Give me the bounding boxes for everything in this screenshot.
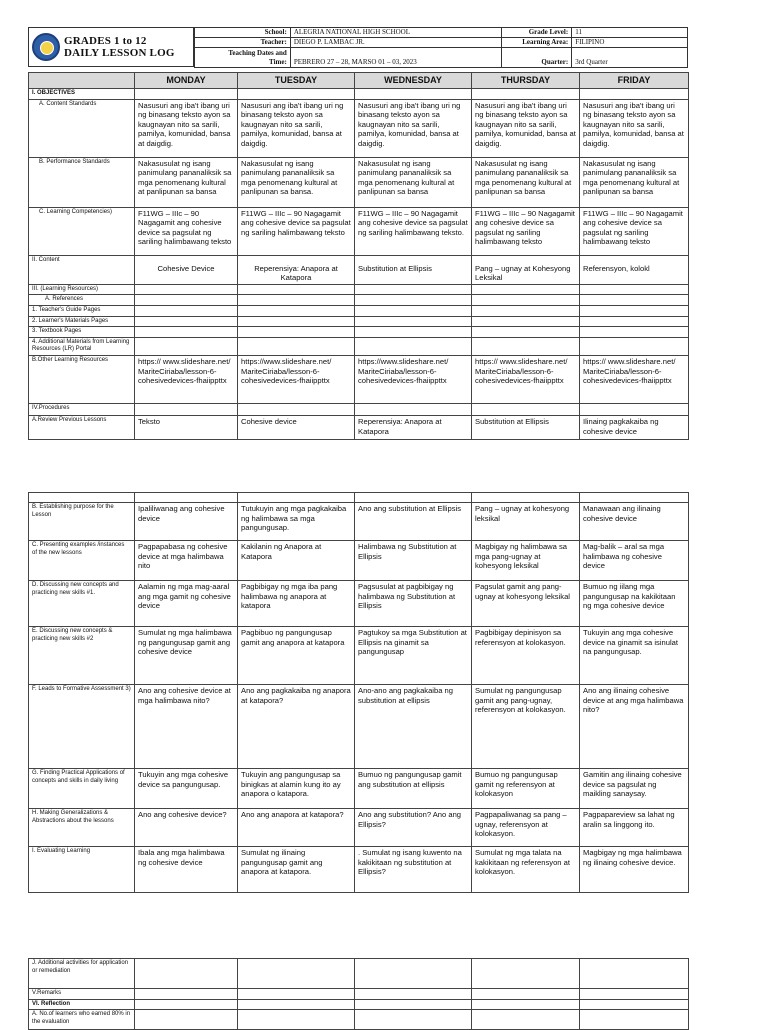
table-row [29, 255, 689, 284]
cell-monday: Teksto [135, 415, 238, 439]
cell-friday [580, 337, 689, 355]
cell-wednesday [355, 959, 472, 989]
cell-thursday [472, 305, 580, 316]
cell-monday [135, 89, 238, 100]
day-header-friday: FRIDAY [580, 73, 689, 89]
cell-friday: Referensyon, kolokl [580, 255, 689, 284]
cell-wednesday: . Sumulat ng isang kuwento na kakikitaan ng substitution at Ellipsis? [355, 847, 472, 893]
cell-monday: Ano ang cohesive device? [135, 809, 238, 847]
cell-tuesday: Kakilanin ng Anapora at Katapora [238, 541, 355, 581]
cell-monday: Ipaliliwanag ang cohesive device [135, 503, 238, 541]
row-label: G. Finding Practical Applications of concepts and skills in daily living [29, 769, 135, 809]
area-label: Learning Area: [502, 38, 572, 48]
cell-wednesday [355, 337, 472, 355]
cell-thursday: Magbigay ng halimbawa sa mga pang-ugnay at kohesyong leksikal [472, 541, 580, 581]
cell-friday [580, 284, 689, 295]
row-label: E. Discussing new concepts & practicing new skills #2 [29, 627, 135, 685]
row-label: A. No.of learners who earned 80% in the evaluation [29, 1010, 135, 1030]
cell-wednesday [355, 989, 472, 1000]
cell-tuesday [238, 89, 355, 100]
table-row [29, 355, 689, 403]
cell-thursday: Sumulat ng mga talata na kakikitaan ng referensyon at kolokasyon. [472, 847, 580, 893]
row-label: B. Establishing purpose for the Lesson [29, 503, 135, 541]
cell-monday: Tukuyin ang mga cohesive device sa pangungusap. [135, 769, 238, 809]
cell-monday [135, 305, 238, 316]
cell-wednesday: Pagtukoy sa mga Substitution at Ellipsis na ginamit sa pangungusap [355, 627, 472, 685]
cell-monday [135, 295, 238, 306]
table-row [29, 305, 689, 316]
table-row [29, 999, 689, 1010]
cell-friday [580, 327, 689, 338]
cell-friday: https:// www.slideshare.net/ MariteCiriaba/lesson-6-cohesivedevices-fhaiippttx [580, 355, 689, 403]
cell-wednesday [355, 295, 472, 306]
cell-monday [135, 403, 238, 415]
cell-monday [135, 959, 238, 989]
lesson-table-reflection [28, 958, 689, 1030]
cell-wednesday [355, 284, 472, 295]
cell-wednesday: Bumuo ng pangungusap gamit ang substitution at ellipsis [355, 769, 472, 809]
cell-friday: Tukuyin ang mga cohesive device na ginamit sa isinulat na pangungusap. [580, 627, 689, 685]
row-label: C. Presenting examples /instances of the new lessons [29, 541, 135, 581]
cell-tuesday: https://www.slideshare.net/ MariteCiriaba/lesson-6-cohesivedevices-fhaiippttx [238, 355, 355, 403]
cell-friday: Ano ang ilinaing cohesive device at ang mga halimbawa nito? [580, 685, 689, 769]
cell-thursday [472, 1010, 580, 1030]
table-row [29, 581, 689, 627]
cell-thursday: F11WG – IIIc – 90 Nagagamit ang cohesive device sa pagsulat ng sariling halimbawang teksto [472, 207, 580, 255]
row-label: A.Review Previous Lessons [29, 415, 135, 439]
cell-monday [135, 989, 238, 1000]
teacher-label: Teacher: [195, 38, 291, 48]
cell-thursday [472, 337, 580, 355]
cell-tuesday: Ano ang anapora at katapora? [238, 809, 355, 847]
grade-label: Grade Level: [502, 28, 572, 38]
table-row [29, 207, 689, 255]
cell-thursday: Pang – ugnay at Kohesyong Leksikal [472, 255, 580, 284]
row-label: I. Evaluating Learning [29, 847, 135, 893]
cell-wednesday: Nakasusulat ng isang panimulang pananaliksik sa mga penomenang kultural at panlipunan sa bansa [355, 157, 472, 207]
row-label: 1. Teacher's Guide Pages [29, 305, 135, 316]
cell-monday [135, 999, 238, 1010]
lesson-table-objectives [28, 72, 689, 440]
cell-friday: Ilinaing pagkakaiba ng cohesive device [580, 415, 689, 439]
cell-tuesday [238, 989, 355, 1000]
cell-monday: Aalamin ng mga mag-aaral ang mga gamit ng cohesive device [135, 581, 238, 627]
cell-friday [580, 999, 689, 1010]
school-value: ALEGRIA NATIONAL HIGH SCHOOL [290, 28, 502, 38]
cell-wednesday [355, 89, 472, 100]
day-header-wednesday: WEDNESDAY [355, 73, 472, 89]
row-label: II. Content [29, 255, 135, 284]
cell-thursday [472, 284, 580, 295]
cell-wednesday [355, 999, 472, 1010]
row-label [29, 493, 135, 503]
cell-tuesday: F11WG – IIIc – 90 Nagagamit ang cohesive device sa pagsulat ng sariling halimbawang teksto [238, 207, 355, 255]
cell-tuesday [238, 403, 355, 415]
cell-thursday [472, 316, 580, 327]
table-row [29, 295, 689, 306]
header-info-table [194, 27, 688, 68]
cell-tuesday [238, 999, 355, 1010]
cell-friday: Nakasusulat ng isang panimulang pananaliksik sa mga penomenang kultural at panlipunan sa bansa [580, 157, 689, 207]
area-value: FILIPINO [572, 38, 688, 48]
cell-friday: Pagpapareview sa lahat ng aralin sa linggong ito. [580, 809, 689, 847]
row-label: J. Additional activities for application or remediation [29, 959, 135, 989]
cell-tuesday [238, 305, 355, 316]
cell-thursday: Pagsulat gamit ang pang-ugnay at kohesyong leksikal [472, 581, 580, 627]
cell-friday [580, 305, 689, 316]
row-label: VI. Reflection [29, 999, 135, 1010]
cell-thursday [472, 493, 580, 503]
cell-wednesday: Ano-ano ang pagkakaiba ng substitution at ellipsis [355, 685, 472, 769]
cell-wednesday: https://www.slideshare.net/ MariteCiriaba/lesson-6-cohesivedevices-fhaiippttx [355, 355, 472, 403]
cell-monday: Sumulat ng mga halimbawa ng pangungusap gamit ang cohesive device [135, 627, 238, 685]
cell-monday [135, 493, 238, 503]
row-label: 4. Additional Materials from Learning Resources (LR) Portal [29, 337, 135, 355]
cell-tuesday [238, 1010, 355, 1030]
row-label: H. Making Generalizations & Abstractions about the lessons [29, 809, 135, 847]
row-label: IV.Procedures [29, 403, 135, 415]
cell-thursday [472, 89, 580, 100]
header-blank-cell [29, 73, 135, 89]
cell-tuesday: Cohesive device [238, 415, 355, 439]
cell-wednesday [355, 493, 472, 503]
table-row [29, 493, 689, 503]
row-label: F. Leads to Formative Assessment 3) [29, 685, 135, 769]
table-row [29, 685, 689, 769]
cell-tuesday [238, 959, 355, 989]
row-label: B.Other Learning Resources [29, 355, 135, 403]
cell-tuesday: Tutukuyin ang mga pagkakaiba ng halimbawa sa mga pangungusap. [238, 503, 355, 541]
cell-wednesday: Substitution at Ellipsis [355, 255, 472, 284]
cell-wednesday [355, 305, 472, 316]
row-label: A. Content Standards [29, 99, 135, 157]
table-row [29, 415, 689, 439]
cell-thursday [472, 295, 580, 306]
cell-wednesday: Pagsusulat at pagbibigay ng halimbawa ng Substitution at Ellipsis [355, 581, 472, 627]
table-row [29, 337, 689, 355]
table-row [29, 1010, 689, 1030]
cell-tuesday [238, 295, 355, 306]
row-label: III. (Learning Resources) [29, 284, 135, 295]
cell-friday [580, 295, 689, 306]
day-header-monday: MONDAY [135, 73, 238, 89]
cell-tuesday [238, 493, 355, 503]
cell-friday: Mag-balik – aral sa mga halimbawa ng cohesive device [580, 541, 689, 581]
row-label: A. References [29, 295, 135, 306]
cell-wednesday: Reperensiya: Anapora at Katapora [355, 415, 472, 439]
cell-friday [580, 89, 689, 100]
cell-monday: Nakasusulat ng isang panimulang pananaliksik sa mga penomenang kultural at panlipunan sa bansa [135, 157, 238, 207]
cell-wednesday: Halimbawa ng Substitution at Ellipsis [355, 541, 472, 581]
cell-tuesday [238, 327, 355, 338]
cell-monday [135, 284, 238, 295]
table-row [29, 989, 689, 1000]
deped-seal-icon [32, 33, 60, 61]
row-label: B. Performance Standards [29, 157, 135, 207]
cell-monday: Cohesive Device [135, 255, 238, 284]
table-row [29, 627, 689, 685]
header-logo-box [28, 27, 194, 67]
cell-monday [135, 316, 238, 327]
cell-friday [580, 316, 689, 327]
cell-friday [580, 1010, 689, 1030]
title-line-2: DAILY LESSON LOG [64, 47, 175, 59]
row-label: 2. Learner's Materials Pages [29, 316, 135, 327]
cell-tuesday: Reperensiya: Anapora at Katapora [238, 255, 355, 284]
title-line-1: GRADES 1 to 12 [64, 35, 147, 47]
cell-thursday [472, 999, 580, 1010]
cell-thursday: Pang – ugnay at kohesyong leksikal [472, 503, 580, 541]
cell-thursday: Pagbibigay depinisyon sa referensyon at kolokasyon. [472, 627, 580, 685]
cell-monday: https:// www.slideshare.net/ MariteCiriaba/lesson-6-cohesivedevices-fhaiippttx [135, 355, 238, 403]
dates-label-line-1: Teaching Dates and [228, 48, 287, 57]
teacher-value: DIEGO P. LAMBAC JR. [290, 38, 502, 48]
cell-thursday: https:// www.slideshare.net/ MariteCiriaba/lesson-6-cohesivedevices-fhaiippttx [472, 355, 580, 403]
cell-monday: Ano ang cohesive device at mga halimbawa nito? [135, 685, 238, 769]
cell-friday: F11WG – IIIc – 90 Nagagamit ang cohesive device sa pagsulat ng sariling halimbawang teksto [580, 207, 689, 255]
cell-tuesday [238, 316, 355, 327]
table-row [29, 847, 689, 893]
cell-tuesday: Tukuyin ang pangungusap sa binigkas at alamin kung ito ay anapora o katapora. [238, 769, 355, 809]
cell-friday: Gamitin ang ilinaing cohesive device sa pagsulat ng maikling sanaysay. [580, 769, 689, 809]
dates-value: PEBRERO 27 – 28, MARSO 01 – 03, 2023 [290, 48, 502, 68]
quarter-label: Quarter: [502, 48, 572, 68]
cell-tuesday: Ano ang pagkakaiba ng anapora at katapora? [238, 685, 355, 769]
cell-thursday: Substitution at Ellipsis [472, 415, 580, 439]
cell-monday [135, 337, 238, 355]
cell-monday: Nasusuri ang iba't ibang uri ng binasang teksto ayon sa kaugnayan nito sa sarili, pamilya, komunidad, bansa at daigdig. [135, 99, 238, 157]
table-row [29, 809, 689, 847]
day-header-tuesday: TUESDAY [238, 73, 355, 89]
row-label: C. Learning Competencies) [29, 207, 135, 255]
cell-monday [135, 1010, 238, 1030]
cell-thursday [472, 403, 580, 415]
table-row [29, 403, 689, 415]
cell-tuesday: Nakasusulat ng isang panimulang pananaliksik sa mga penomenang kultural at panlipunan sa bansa. [238, 157, 355, 207]
cell-tuesday [238, 337, 355, 355]
table-row [29, 327, 689, 338]
cell-friday: Magbigay ng mga halimbawa ng ilinaing cohesive device. [580, 847, 689, 893]
table-row [29, 89, 689, 100]
table-row [29, 99, 689, 157]
cell-wednesday [355, 1010, 472, 1030]
school-label: School: [195, 28, 291, 38]
cell-wednesday: F11WG – IIIc – 90 Nagagamit ang cohesive device sa pagsulat ng sariling halimbawang teksto. [355, 207, 472, 255]
cell-friday: Nasusuri ang iba't ibang uri ng binasang teksto ayon sa kaugnayan nito sa sarili, pamilya, komunidad, bansa at daigdig. [580, 99, 689, 157]
cell-wednesday: Ano ang substitution at Ellipsis [355, 503, 472, 541]
cell-thursday [472, 989, 580, 1000]
table-row [29, 769, 689, 809]
table-row [29, 284, 689, 295]
cell-tuesday [238, 284, 355, 295]
row-label: D. Discussing new concepts and practicing new skills #1. [29, 581, 135, 627]
cell-friday: Manawaan ang ilinaing cohesive device [580, 503, 689, 541]
cell-wednesday: Nasusuri ang iba't ibang uri ng binasang teksto ayon sa kaugnayan nito sa sarili, pamilya, komunidad, bansa at daigdig. [355, 99, 472, 157]
quarter-value: 3rd Quarter [572, 48, 688, 68]
cell-thursday: Sumulat ng pangungusap gamit ang pang-ugnay, referensyon at kolokasyon. [472, 685, 580, 769]
cell-monday: Pagpapabasa ng cohesive device at mga halimbawa nito [135, 541, 238, 581]
cell-wednesday [355, 316, 472, 327]
cell-thursday: Nakasusulat ng isang panimulang pananaliksik sa mga penomenang kultural at panlipunan sa bansa [472, 157, 580, 207]
table-row [29, 541, 689, 581]
cell-wednesday: Ano ang substitution? Ano ang Ellipsis? [355, 809, 472, 847]
cell-friday [580, 403, 689, 415]
row-label: V.Remarks [29, 989, 135, 1000]
table-row [29, 316, 689, 327]
grade-value: 11 [572, 28, 688, 38]
cell-thursday: Nasusuri ang iba't ibang uri ng binasang teksto ayon sa kaugnayan nito sa sarili, pamilya, komunidad, bansa at daigdig. [472, 99, 580, 157]
lesson-table-procedures [28, 492, 689, 893]
cell-thursday: Pagpapaliwanag sa pang – ugnay, referensyon at kolokasyon. [472, 809, 580, 847]
cell-wednesday [355, 403, 472, 415]
cell-tuesday: Sumulat ng ilinaing pangungusap gamit ang anapora at katapora. [238, 847, 355, 893]
cell-monday: Ibala ang mga halimbawa ng cohesive device [135, 847, 238, 893]
document-title [64, 35, 175, 59]
cell-thursday: Bumuo ng pangungusap gamit ng referensyon at kolokasyon [472, 769, 580, 809]
cell-friday: Bumuo ng iilang mga pangungusap na kakikitaan ng mga cohesive device [580, 581, 689, 627]
cell-tuesday: Pagbibuo ng pangungusap gamit ang anapora at katapora [238, 627, 355, 685]
cell-monday [135, 327, 238, 338]
cell-monday: F11WG – IIIc – 90 Nagagamit ang cohesive device sa pagsulat ng sariling halimbawang teksto [135, 207, 238, 255]
dates-label-line-2: Time: [269, 57, 287, 66]
table-row [29, 503, 689, 541]
table-row [29, 959, 689, 989]
day-header-thursday: THURSDAY [472, 73, 580, 89]
cell-friday [580, 989, 689, 1000]
cell-thursday [472, 327, 580, 338]
table-row [29, 157, 689, 207]
cell-friday [580, 959, 689, 989]
cell-thursday [472, 959, 580, 989]
row-label: 3. Textbook Pages [29, 327, 135, 338]
cell-tuesday: Nasusuri ang iba't ibang uri ng binasang teksto ayon sa kaugnayan nito sa sarili, pamilya, komunidad, bansa at daigdig. [238, 99, 355, 157]
cell-tuesday: Pagbibigay ng mga iba pang halimbawa ng anapora at katapora [238, 581, 355, 627]
cell-friday [580, 493, 689, 503]
cell-wednesday [355, 327, 472, 338]
row-label: I. OBJECTIVES [29, 89, 135, 100]
dates-label [195, 48, 291, 68]
